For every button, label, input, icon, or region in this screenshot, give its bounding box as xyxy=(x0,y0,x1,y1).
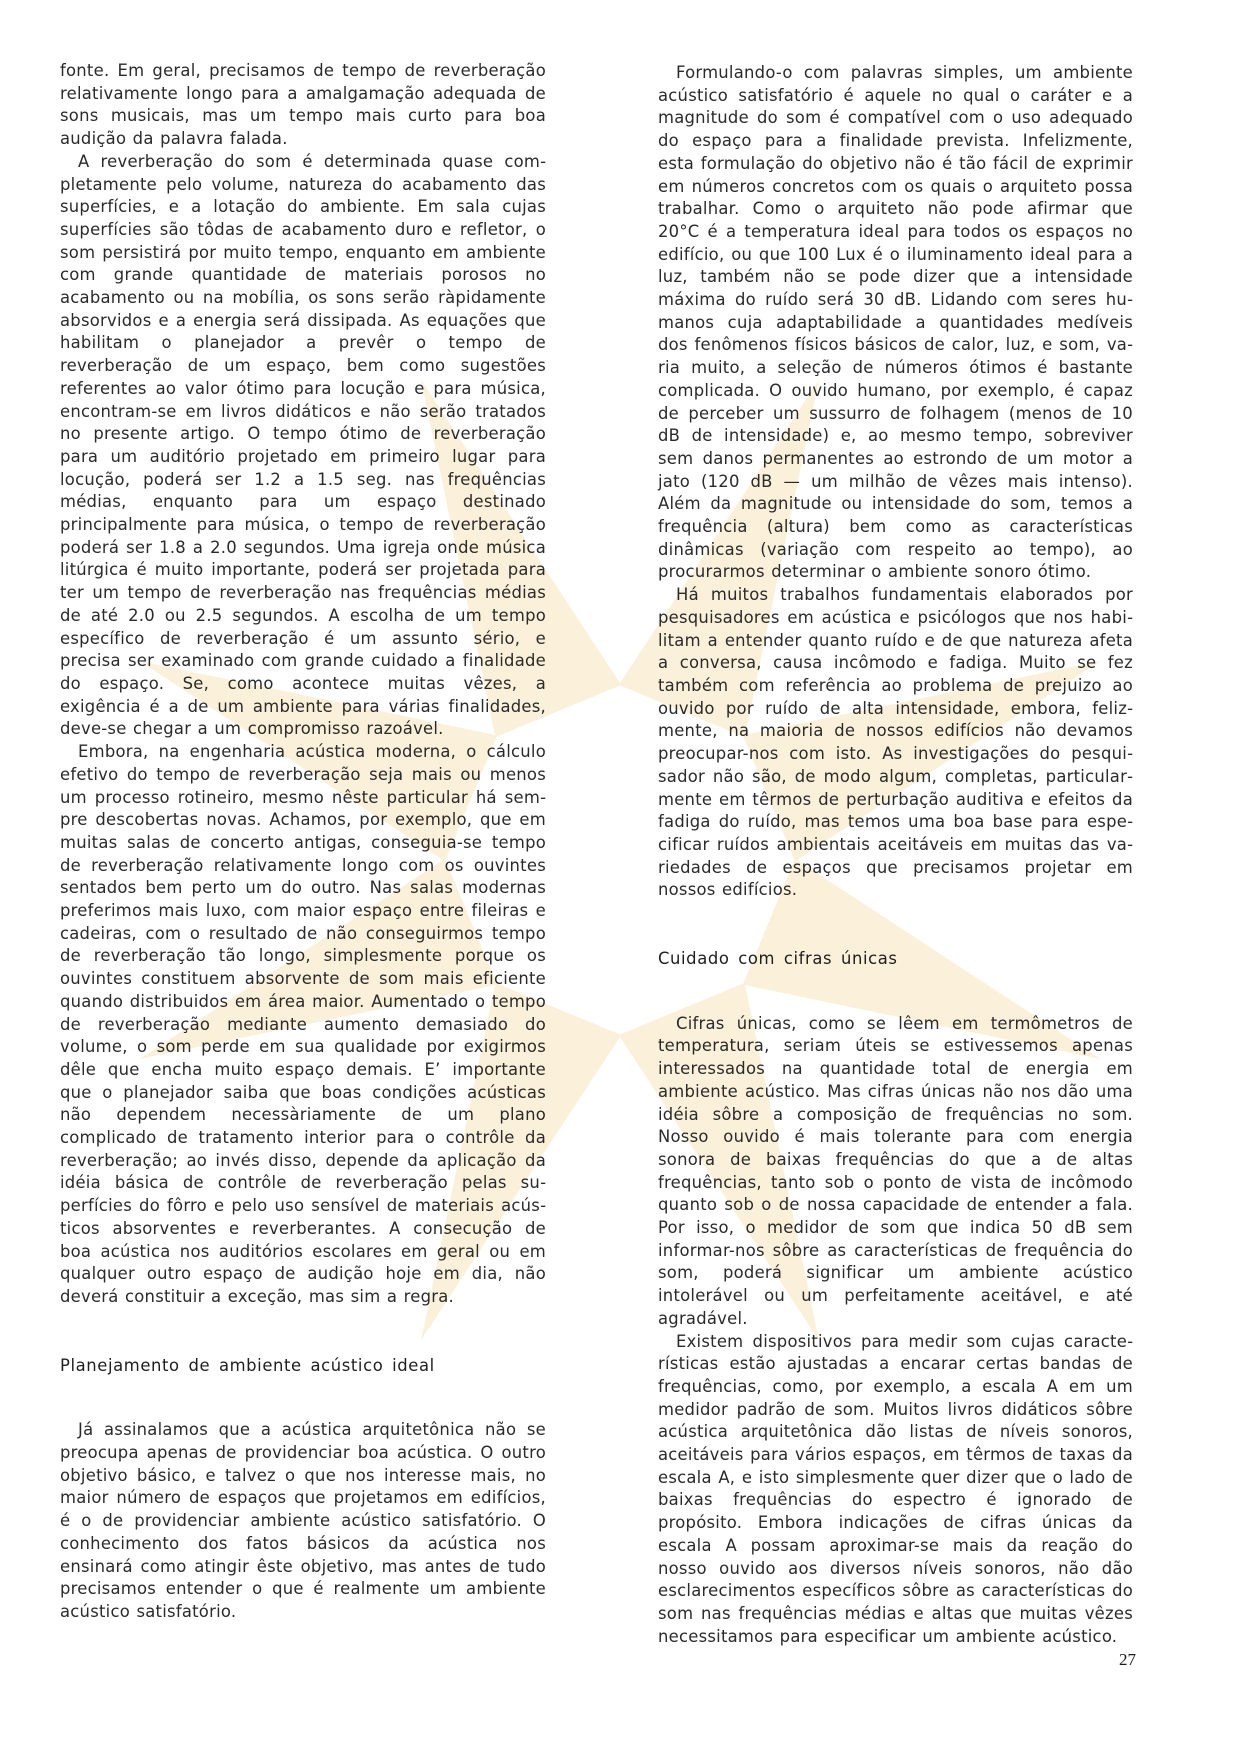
paragraph: Existem dispositivos para medir som cujas características estão ajustadas a encarar certas bandas de frequências, como, por exemplo, a escala A em um medidor padrão de som. Muitos livros didáticos sôbre acústica arquitetônica dão listas de níveis sonoros, aceitáveis para vários espaços, em têrmos de taxas da escala A, e isto simplesmente quer dizer que o lado de baixas frequências do espectro é ignorado de propósito. Embora indicações de cifras únicas da escala A possam aproximar-se mais da reação do nosso ouvido aos diversos níveis sonoros, não dão esclarecimentos específicos sôbre as características do som nas frequências médias e altas que muitas vêzes necessitamos para especificar um ambiente acústico. xyxy=(658,1331,1133,1646)
paragraph: Cifras únicas, como se lêem em termômetros de temperatura, seriam úteis se estivessemos apenas interessados na quantidade total de energia em ambiente acústico. Mas cifras únicas não nos dão uma idéia sôbre a composição de frequências no som. Nosso ouvido é mais tolerante para com energia sonora de baixas frequências do que a de altas frequências, tanto sob o ponto de vista de incômodo quanto sob o de nossa capacidade de entender a fala. Por isso, o medidor de som que indica 50 dB sem informar-nos sôbre as características de frequência do som, poderá significar um ambiente acústico intolerável ou um perfeitamente aceitável, e até agradável. xyxy=(658,1013,1133,1328)
left-column xyxy=(60,60,546,1624)
paragraph: Embora, na engenharia acústica moderna, o cálculo efetivo do tempo de reverberação seja mais ou menos um processo rotineiro, mesmo nêste particular há sempre descobertas novas. Achamos, por exemplo, que em muitas salas de concerto antigas, conseguia-se tempo de reverberação relativamente longo com os ouvintes sentados bem perto um do outro. Nas salas modernas preferimos mais luxo, com maior espaço entre fileiras e cadeiras, com o resultado de não conseguirmos tempo de reverberação tão longo, simplesmente porque os ouvintes constituem absorvente de som mais eficiente quando distribuidos em área maior. Aumentado o tempo de reverberação mediante aumento demasiado do volume, o som perde em sua qualidade por exigirmos dêle que encha muito espaço demais. E’ importante que o planejador saiba que boas condições acústicas não dependem necessàriamente de um plano complicado de tratamento interior para o contrôle da reverberação; ao invés disso, depende da aplicação da idéia básica de contrôle de reverberação pelas superfícies do fôrro e pelo uso sensível de materiais acústicos absorventes e reverberantes. A consecução de boa acústica nos auditórios escolares em geral ou em qualquer outro espaço de audição hoje em dia, não deverá constituir a exceção, mas sim a regra. xyxy=(60,742,546,1306)
paragraph: Formulando-o com palavras simples, um ambiente acústico satisfatório é aquele no qual o caráter e a magnitude do som é compatível com o uso adequado do espaço para a finalidade prevista. Infelizmente, esta formulação do objetivo não é tão fácil de exprimir em números concretos com os quais o arquiteto possa trabalhar. Como o arquiteto não pode afirmar que 20°C é a temperatura ideal para todos os espaços no edifício, ou que 100 Lux é o iluminamento ideal para a luz, também não se pode dizer que a intensidade máxima do ruído será 30 dB. Lidando com seres humanos cuja adaptabilidade a quantidades medíveis dos fenômenos físicos básicos de calor, luz, e som, varia muito, a seleção de números ótimos é bastante complicada. O ouvido humano, por exemplo, é capaz de perceber um sussurro de folhagem (menos de 10 dB de intensidade) e, ao mesmo tempo, sobreviver sem danos permanentes ao estrondo de um motor a jato (120 dB — um milhão de vêzes mais intenso). Além da magnitude ou intensidade do som, temos a frequência (altura) bem como as características dinâmicas (variação com respeito ao tempo), ao procurarmos determinar o ambiente sonoro ótimo. xyxy=(658,63,1133,582)
paragraph: A reverberação do som é determinada quase completamente pelo volume, natureza do acabamento das superfícies, e a lotação do ambiente. Em sala cujas superfícies são tôdas de acabamento duro e refletor, o som persistirá por muito tempo, enquanto em ambiente com grande quantidade de materiais porosos no acabamento ou na mobília, os sons serão ràpidamente absorvidos e a energia será dissipada. As equações que habilitam o planejador a prevêr o tempo de reverberação de um espaço, bem como sugestões referentes ao valor ótimo para locução e para música, encontram-se em livros didáticos e não serão tratados no presente artigo. O tempo ótimo de reverberação para um auditório projetado em primeiro lugar para locução, poderá ser 1.2 a 1.5 seg. nas frequências médias, enquanto para um espaço destinado principalmente para música, o tempo de reverberação poderá ser 1.8 a 2.0 segundos. Uma igreja onde música litúrgica é muito importante, poderá ser projetada para ter um tempo de reverberação nas frequências médias de até 2.0 ou 2.5 segundos. A escolha de um tempo específico de reverberação é um assunto sério, e precisa ser examinado com grande cuidado a finalidade do espaço. Se, como acontece muitas vêzes, a exigência é a de um ambiente para várias finalidades, deve-se chegar a um compromisso razoável. xyxy=(60,151,546,739)
paragraph: Já assinalamos que a acústica arquitetônica não se preocupa apenas de providenciar boa acústica. O outro objetivo básico, e talvez o que nos interesse mais, no maior número de espaços que projetamos em edifícios, é o de providenciar ambiente acústico satisfatório. O conhecimento dos fatos básicos da acústica nos ensinará como atingir êste objetivo, mas antes de tudo precisamos entender o que é realmente um ambiente acústico satisfatório. xyxy=(60,1420,546,1621)
section-heading: Cuidado com cifras únicas xyxy=(658,949,898,969)
section-heading: Planejamento de ambiente acústico ideal xyxy=(60,1355,435,1375)
right-column xyxy=(658,62,1133,1648)
paragraph: Há muitos trabalhos fundamentais elaborados por pesquisadores em acústica e psicólogos que nos habilitam a entender quanto ruído e de que natureza afeta a conversa, causa incômodo e fadiga. Muito se fez também com referência ao problema de prejuizo ao ouvido por ruído de alta intensidade, embora, felizmente, na maioria de nossos edifícios não devamos preocupar-nos com isto. As investigações do pesquisador não são, de modo algum, completas, particularmente em têrmos de perturbação auditiva e efeitos da fadiga do ruído, mas temos uma boa base para especificar ruídos ambientais aceitáveis em muitas das variedades de espaços que precisamos projetar em nossos edifícios. xyxy=(658,585,1133,900)
page-number: 27 xyxy=(1119,1650,1136,1669)
paragraph: fonte. Em geral, precisamos de tempo de reverberação relativamente longo para a amalgamação adequada de sons musicais, mas um tempo mais curto para boa audição da palavra falada. xyxy=(60,61,546,149)
